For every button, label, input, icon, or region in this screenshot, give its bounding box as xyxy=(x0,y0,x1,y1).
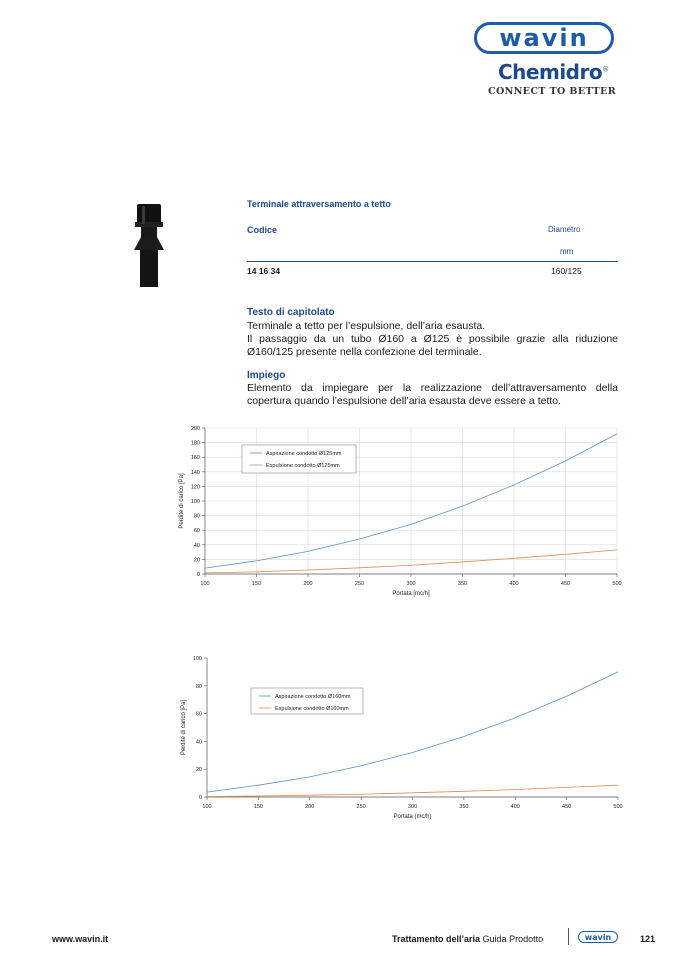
footer-section xyxy=(392,934,543,944)
chart2-x-tick-label: 150 xyxy=(253,804,263,810)
tagline: CONNECT TO BETTER xyxy=(488,86,617,97)
chart2-x-tick-label: 300 xyxy=(407,804,418,810)
footer-divider xyxy=(568,928,569,945)
chart1-x-tick-label: 100 xyxy=(200,581,210,587)
chart1-x-tick-label: 350 xyxy=(457,581,468,587)
chart2-x-tick-label: 500 xyxy=(613,804,623,810)
chart2-y-axis-label: Perdite di carico [Pa] xyxy=(181,699,187,756)
chart2-y-tick-label: 60 xyxy=(195,711,202,718)
roof-terminal-image xyxy=(130,202,170,287)
product-code: 14 16 34 xyxy=(247,266,281,276)
chart1-legend-label-2: Espulsione condotto Ø125mm xyxy=(266,463,340,469)
registered-mark: ® xyxy=(602,65,609,74)
chart2-x-tick-label: 450 xyxy=(562,804,572,810)
chart2-y-tick-label: 0 xyxy=(198,795,202,801)
chart1-x-tick-label: 250 xyxy=(354,581,365,587)
page-number: 121 xyxy=(640,934,656,944)
chart1-y-tick-label: 140 xyxy=(190,469,200,476)
chart2-y-tick-label: 20 xyxy=(195,767,202,774)
chemidro-logo xyxy=(498,60,620,84)
footer-website[interactable]: www.wavin.it xyxy=(52,934,109,944)
chart1-y-tick-label: 160 xyxy=(190,455,200,462)
chart2-x-axis-label: Portata (mc/h) xyxy=(393,814,432,820)
product-diameter: 160/125 xyxy=(551,266,582,276)
chart1-x-tick-label: 300 xyxy=(406,581,416,587)
chart-pressure-loss-125 xyxy=(175,420,635,602)
chart2-series-line-2 xyxy=(207,785,618,796)
chart2-x-tick-label: 400 xyxy=(510,804,520,810)
chart1-y-tick-label: 60 xyxy=(193,528,200,535)
col-code-header: Codice xyxy=(247,225,278,235)
chart1-x-tick-label: 150 xyxy=(251,581,262,587)
chart1-y-tick-label: 120 xyxy=(190,484,200,491)
chart1-y-tick-label: 200 xyxy=(190,426,200,432)
chart2-x-tick-label: 200 xyxy=(305,804,315,810)
chart1-x-tick-label: 400 xyxy=(509,581,519,587)
wavin-logo: wavin xyxy=(474,22,614,54)
col-diameter-header: Diametro xyxy=(548,225,581,234)
chart2-y-tick-label: 80 xyxy=(195,683,202,690)
chart1-y-tick-label: 20 xyxy=(193,557,200,564)
chart2-x-tick-label: 100 xyxy=(202,804,212,810)
chart1-y-tick-label: 40 xyxy=(193,542,200,549)
product-title: Terminale attraversamento a tetto xyxy=(247,199,391,209)
chart1-y-tick-label: 180 xyxy=(190,440,200,447)
chart1-x-tick-label: 200 xyxy=(303,581,313,587)
wavin-chemidro-logo xyxy=(474,22,620,97)
chart1-x-tick-label: 450 xyxy=(560,581,571,587)
chart2-x-tick-label: 250 xyxy=(356,804,366,810)
chart1-y-tick-label: 80 xyxy=(193,513,200,520)
chart1-x-axis-label: Portata [mc/h] xyxy=(392,591,430,597)
chart1-y-axis-label: Perdite di carico [Pa] xyxy=(179,473,185,529)
chart1-x-tick-label: 500 xyxy=(612,581,622,587)
chart2-legend-label-2: Espulsione condotto Ø160mm xyxy=(275,706,349,712)
chemidro-wordmark: Chemidro xyxy=(498,60,603,84)
chart1-y-tick-label: 0 xyxy=(196,572,200,578)
chart1-y-tick-label: 100 xyxy=(190,499,200,505)
use-text: Elemento da impiegare per la realizzazione dell’attraversamento della copertura quando l’espulsione dell’aria esausta deve essere a tetto. xyxy=(247,382,618,407)
chart2-legend-label-1: Aspirazione condotto Ø160mm xyxy=(275,694,351,700)
chart2-y-tick-label: 40 xyxy=(195,739,202,746)
use-title: Impiego xyxy=(247,370,286,381)
table-divider xyxy=(247,261,618,262)
footer-section-light: Guida Prodotto xyxy=(482,934,544,944)
chart2-y-tick-label: 100 xyxy=(192,656,202,662)
footer-wavin-logo: wavin xyxy=(578,931,618,943)
footer-section-bold: Trattamento dell’aria xyxy=(392,934,481,944)
spec-line2: Il passaggio da un tubo Ø160 a Ø125 è possibile grazie alla riduzione Ø160/125 presente nella confezione del terminale. xyxy=(247,333,618,358)
chart-pressure-loss-160 xyxy=(175,650,635,825)
spec-title: Testo di capitolato xyxy=(247,307,335,318)
spec-line1: Terminale a tetto per l’espulsione, dell’aria esausta. xyxy=(247,320,486,332)
chart1-legend-label-1: Aspirazione condotto Ø125mm xyxy=(266,451,342,457)
col-diameter-unit: mm xyxy=(560,247,574,256)
chart2-x-tick-label: 350 xyxy=(459,804,469,810)
